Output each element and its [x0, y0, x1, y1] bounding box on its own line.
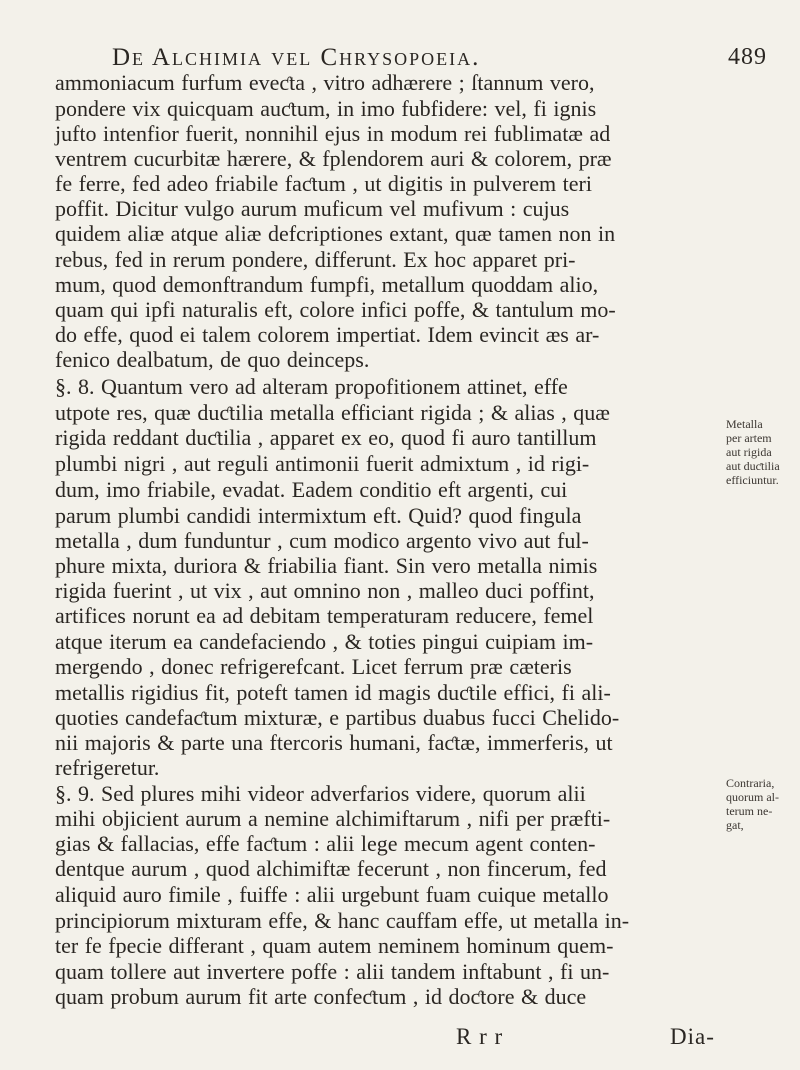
margin-note-line: efficiuntur. [726, 473, 779, 487]
margin-note-line: gat, [726, 818, 744, 832]
text-line: quam probum aurum fit arte confeƈtum , id doƈtore & duce [55, 984, 587, 1009]
text-line: §. 8. Quantum vero ad alteram propofitionem attinet, effe [55, 374, 568, 399]
text-line: fenico dealbatum, de quo deinceps. [55, 347, 370, 372]
text-line: ter fe fpecie differant , quam autem neminem hominum quem- [55, 933, 614, 958]
text-line: jufto intenfior fuerit, nonnihil ejus in modum rei fublimatæ ad [55, 121, 611, 146]
text-line: phure mixta, duriora & friabilia fiant. Sin vero metalla nimis [55, 553, 598, 578]
text-line: plumbi nigri , aut reguli antimonii fuerit admixtum , id rigi- [55, 451, 590, 476]
text-line: dentque aurum , quod alchimiftæ fecerunt , non fincerum, fed [55, 856, 607, 881]
text-line: principiorum mixturam effe, & hanc cauffam effe, ut metalla in- [55, 908, 630, 933]
text-line: quam qui ipfi naturalis eft, colore infici poffe, & tantulum mo- [55, 297, 616, 322]
text-line: do effe, quod ei talem colorem impertiat. Idem evincit æs ar- [55, 322, 600, 347]
text-line: mergendo , donec refrigerefcant. Licet ferrum præ cæteris [55, 654, 572, 679]
text-line: mihi objicient aurum a nemine alchimiftarum , nifi per præfti- [55, 806, 611, 831]
text-line: dum, imo friabile, evadat. Eadem conditio eft argenti, cui [55, 477, 568, 502]
text-line: §. 9. Sed plures mihi videor adverfarios videre, quorum alii [55, 781, 586, 806]
text-line: artifices norunt ea ad debitam temperaturam reducere, femel [55, 603, 594, 628]
text-line: aliquid auro fimile , fuiffe : alii urgebunt fuam cuique metallo [55, 882, 609, 907]
margin-note-line: aut rigida [726, 445, 772, 459]
margin-note-line: per artem [726, 431, 772, 445]
text-line: nii majoris & parte una ftercoris humani, faƈtæ, immerferis, ut [55, 730, 613, 755]
margin-note-line: Contraria, [726, 776, 775, 790]
signature-mark: R r r [456, 1024, 504, 1049]
margin-note-line: terum ne- [726, 804, 773, 818]
text-line: pondere vix quicquam auƈtum, in imo fubfidere: vel, fi ignis [55, 96, 597, 121]
text-line: rebus, fed in rerum pondere, differunt. Ex hoc apparet pri- [55, 247, 576, 272]
text-line: gias & fallacias, effe faƈtum : alii lege mecum agent conten- [55, 831, 596, 856]
text-line: ventrem cucurbitæ hærere, & fplendorem auri & colorem, præ [55, 146, 612, 171]
text-line: metalla , dum funduntur , cum modico argento vivo aut ful- [55, 528, 589, 553]
text-line: atque iterum ea candefaciendo , & toties pingui cuipiam im- [55, 629, 594, 654]
text-line: rigida fuerint , ut vix , aut omnino non , malleo duci poffint, [55, 578, 595, 603]
text-line: quoties candefaƈtum mixturæ, e partibus duabus fucci Chelido- [55, 705, 620, 730]
text-line: mum, quod demonftrandum fumpfi, metallum quoddam alio, [55, 272, 599, 297]
text-line: quam tollere aut invertere poffe : alii tandem inftabunt , fi un- [55, 959, 610, 984]
catchword: Dia- [670, 1024, 715, 1049]
margin-note-line: aut duƈtilia [726, 459, 780, 473]
margin-note-line: Metalla [726, 417, 763, 431]
text-line: quidem aliæ atque aliæ defcriptiones extant, quæ tamen non in [55, 221, 616, 246]
text-line: poffit. Dicitur vulgo aurum muficum vel mufivum : cujus [55, 196, 570, 221]
margin-note-line: quorum al- [726, 790, 779, 804]
text-line: rigida reddant duƈtilia , apparet ex eo, quod fi auro tantillum [55, 425, 597, 450]
text-line: refrigeretur. [55, 755, 160, 780]
text-line: parum plumbi candidi intermixtum eft. Quid? quod fingula [55, 503, 582, 528]
running-title: De Alchimia vel Chrysopoeia. [112, 44, 481, 71]
page-number: 489 [728, 44, 767, 70]
text-line: fe ferre, fed adeo friabile faƈtum , ut digitis in pulverem teri [55, 171, 592, 196]
text-line: utpote res, quæ duƈtilia metalla efficiant rigida ; & alias , quæ [55, 400, 610, 425]
text-line: ammoniacum furfum eveƈta , vitro adhærere ; ſtannum vero, [55, 70, 595, 95]
text-line: metallis rigidius fit, poteft tamen id magis duƈtile effici, fi ali- [55, 680, 611, 705]
